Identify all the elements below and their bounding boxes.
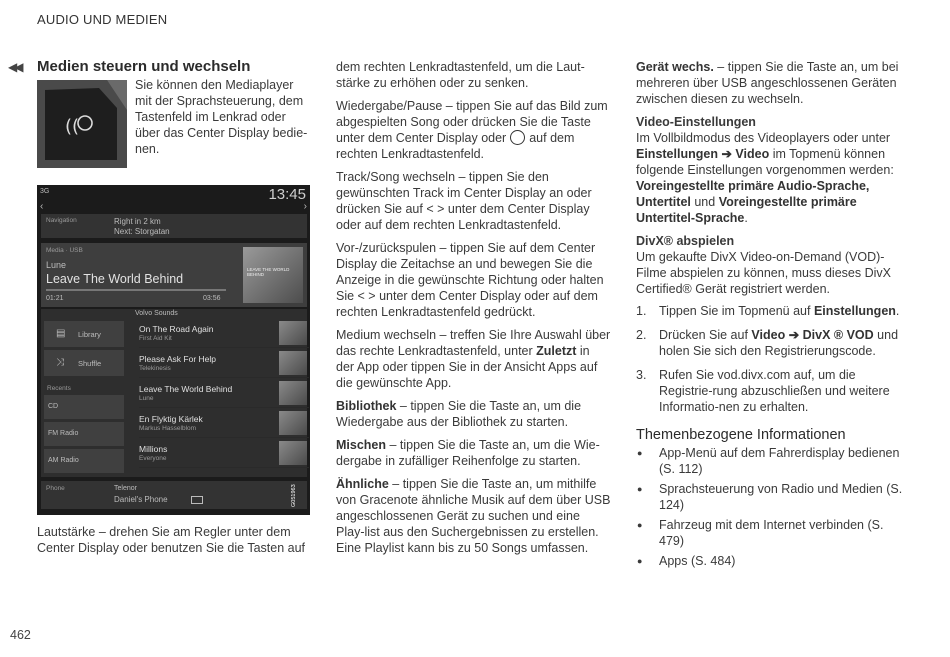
- bold-term: Video: [735, 147, 770, 161]
- svg-text:((: ((: [65, 116, 80, 137]
- step-item: [636, 303, 911, 319]
- volume-text: Lautstärke – drehen Sie am Regler unter dem Center Display oder benutzen Sie die Tasten auf: [37, 525, 305, 555]
- time-start: 01:21: [46, 295, 64, 302]
- track-artist: First Aid Kit: [139, 335, 172, 342]
- nav-label: Navigation: [46, 217, 77, 224]
- play-pause-circle-icon: [510, 130, 525, 145]
- battery-icon: [191, 496, 203, 504]
- play-pause-text-end: auf dem rechten Lenkradtastenfeld.: [336, 131, 575, 161]
- step-number: 3.: [636, 368, 647, 382]
- cd-source[interactable]: [44, 395, 124, 419]
- bold-term: Einstellungen: [636, 147, 718, 161]
- center-display-screenshot: [37, 185, 310, 515]
- intro-text: Sie können den Mediaplayer mit der Sprachsteuerung, dem Tastenfeld im Lenkrad oder über das Center Display bedie-nen.: [135, 78, 308, 156]
- bold-term: Ähnliche: [336, 477, 389, 491]
- play-pause-text: Wiedergabe/Pause – tippen Sie auf das Bild zum abgespielten Song oder drücken Sie die Taste unter dem Center Display oder: [336, 99, 608, 145]
- track-row[interactable]: [139, 439, 309, 468]
- status-bar: 3G: [40, 188, 50, 195]
- step-item: [636, 367, 911, 415]
- track-title: On The Road Again: [139, 324, 214, 334]
- am-source[interactable]: [44, 449, 124, 473]
- paragraph: Im Vollbildmodus des Videoplayers oder unter Einstellungen ➔ Video im Topmenü können folgende Einstellungen vorgenommen werden: Voreingestellte primäre Audio-Sprache, Untertitel und Voreingestellte primäre Untertitel-Sprache.: [636, 131, 894, 225]
- bold-term: Mischen: [336, 438, 387, 452]
- bold-term: Zuletzt: [536, 344, 577, 358]
- navigation-tile: [41, 214, 307, 238]
- text-span: Drücken Sie auf: [659, 328, 752, 342]
- album-art-text: LEAVE THE WORLD BEHIND: [247, 267, 290, 277]
- track-title: Millions: [139, 444, 168, 454]
- image-code: G051963: [291, 484, 297, 507]
- nav-line2: Next: Storgatan: [114, 227, 170, 236]
- text-span: und holen Sie sich den Registrierungscode.: [659, 328, 899, 358]
- text-span: – tippen Sie die Taste an, um die Wiedergabe aus der Bibliothek zu starten.: [336, 399, 582, 429]
- paragraph: Vor-/zurückspulen – tippen Sie auf dem Center Display die Zeitachse an und bewegen Sie die Anzeige in die gewünschte Richtung oder halten Sie < > unter dem Center Display oder auf dem rechten Lenkradtastenfeld gedrückt.: [336, 241, 604, 319]
- page-number: 462: [10, 628, 31, 642]
- library-label: Library: [78, 330, 101, 339]
- track-row[interactable]: [139, 349, 309, 378]
- track-art: [279, 411, 307, 435]
- text-span: – tippen Sie die Taste an, um mithilfe von Gracenote ähnliche Musik auf dem über USB angeschlossenen Gerät zu suchen und eine Play-list aus den Suchergebnissen zu erstellen. Eine Playlist kann bis zu 50 Songs umfassen.: [336, 477, 611, 555]
- bold-term: Untertitel: [636, 195, 691, 209]
- phone-carrier: Telenor: [114, 485, 137, 492]
- section-title: Medien steuern und wechseln: [37, 58, 251, 75]
- phone-tile: [41, 481, 307, 509]
- paragraph: [336, 327, 611, 391]
- phone-label: Phone: [46, 485, 65, 492]
- double-left-arrow-icon[interactable]: ◀◀: [8, 60, 21, 74]
- paragraph: dem rechten Lenkradtastenfeld, um die Laut-stärke zu erhöhen oder zu senken.: [336, 60, 585, 90]
- text-span: in der App oder tippen Sie in der Ansicht Apps auf die gewünschte App.: [336, 344, 598, 390]
- fm-label: FM Radio: [48, 430, 79, 437]
- track-title: Please Ask For Help: [139, 354, 217, 364]
- track-art: [279, 321, 307, 345]
- paragraph: [336, 98, 611, 162]
- arrow-right-icon: ➔: [721, 147, 732, 161]
- steering-voice-button-image: [37, 80, 127, 168]
- paragraph: Um gekaufte DivX Video-on-Demand (VOD)-Filme abspielen zu können, muss dieses DivX Certified® Gerät registriert werden.: [636, 250, 891, 296]
- text-span: Medium wechseln – treffen Sie Ihre Auswahl über das rechte Lenkradtastenfeld, unter: [336, 328, 611, 358]
- time-end: 03:56: [203, 295, 221, 302]
- chevron-left-icon: ‹: [40, 201, 44, 212]
- track-artist: Everyone: [139, 455, 167, 462]
- shuffle-label: Shuffle: [78, 359, 102, 368]
- shuffle-button[interactable]: [44, 350, 124, 376]
- paragraph: [336, 476, 611, 556]
- album-art: [243, 247, 303, 303]
- track-art: [279, 381, 307, 405]
- bold-term: Voreingestellte primäre Untertitel-Sprache: [636, 195, 857, 225]
- column-3: [636, 59, 911, 573]
- track-title: Leave The World Behind: [139, 384, 233, 394]
- column-2: [336, 59, 611, 563]
- paragraph: [336, 437, 611, 469]
- paragraph: Track/Song wechseln – tippen Sie den gewünschten Track im Center Display an oder drücken Sie auf < > unter dem Center Display oder auf dem rechten Lenkradtastenfeld.: [336, 170, 592, 232]
- progress-bar: [46, 289, 226, 291]
- track-row[interactable]: [139, 409, 309, 438]
- am-label: AM Radio: [48, 457, 79, 464]
- chevron-right-icon: ›: [303, 201, 307, 212]
- phone-name: Daniel's Phone: [114, 495, 168, 504]
- list-header: Volvo Sounds: [135, 310, 178, 317]
- media-label: Media · USB: [46, 247, 83, 254]
- cd-label: CD: [48, 403, 59, 410]
- related-link[interactable]: ● Apps (S. 484): [636, 553, 911, 569]
- video-heading: Video-Einstellungen: [636, 115, 756, 129]
- related-link[interactable]: ● Fahrzeug mit dem Internet verbinden (S. 479): [636, 517, 911, 549]
- step-number: 1.: [636, 304, 647, 318]
- text-span: und: [690, 195, 719, 209]
- paragraph: [636, 59, 911, 107]
- shuffle-icon: ⤨: [56, 357, 64, 368]
- media-browser: [41, 309, 307, 477]
- track-artist: Lune: [139, 395, 154, 402]
- text-span: Im Vollbildmodus des Videoplayers oder unter: [636, 131, 891, 145]
- media-tile: [41, 243, 307, 307]
- bold-term: Voreingestellte primäre Audio-Sprache,: [636, 179, 870, 193]
- media-title: Leave The World Behind: [46, 272, 184, 286]
- related-list: [636, 445, 911, 569]
- track-title: En Flyktig Kärlek: [139, 414, 203, 424]
- track-artist: Telekinesis: [139, 365, 171, 372]
- media-source: Lune: [46, 260, 67, 270]
- clock: 13:45: [268, 186, 306, 203]
- track-art: [279, 351, 307, 375]
- track-art: [279, 441, 307, 465]
- related-link[interactable]: ● App-Menü auf dem Fahrerdisplay bedienen (S. 112): [636, 445, 911, 477]
- text-span: Tippen Sie im Topmenü auf: [659, 304, 814, 318]
- section-header: AUDIO UND MEDIEN: [37, 12, 168, 27]
- text-span: – tippen Sie die Taste an, um die Wie-dergabe in zufälliger Reihenfolge zu starten.: [336, 438, 600, 468]
- bold-term: Einstellungen: [813, 304, 896, 318]
- steps-list: [636, 303, 911, 415]
- library-icon: ▤: [56, 328, 66, 339]
- paragraph: [336, 398, 611, 430]
- track-row[interactable]: [139, 379, 309, 408]
- text-span: Rufen Sie vod.divx.com auf, um die Registrie-rung abzuschließen und weitere Informatio-nen zu erhalten.: [659, 368, 890, 414]
- bold-term: Bibliothek: [336, 399, 397, 413]
- fm-source[interactable]: [44, 422, 124, 446]
- text-span: – tippen Sie die Taste an, um bei mehreren über USB angeschlossenen Geräten zwischen diesen zu wechseln.: [636, 60, 899, 106]
- library-button[interactable]: [44, 321, 124, 347]
- nav-line1: Right in 2 km: [114, 217, 161, 226]
- step-item: [636, 327, 911, 359]
- recents-label: Recents: [47, 385, 71, 392]
- track-artist: Markus Hasselblom: [139, 425, 197, 432]
- divx-heading: DivX® abspielen: [636, 234, 735, 248]
- text-span: .: [895, 304, 900, 318]
- step-number: 2.: [636, 328, 647, 342]
- related-heading: Themenbezogene Informationen: [636, 427, 846, 443]
- text-span: im Topmenü können folgende Einstellungen vorgenommen werden:: [636, 147, 894, 177]
- track-row[interactable]: [139, 319, 309, 348]
- related-link[interactable]: ● Sprachsteuerung von Radio und Medien (S. 124): [636, 481, 911, 513]
- bold-term: Video ➔ DivX ® VOD: [751, 328, 874, 342]
- bold-term: Gerät wechs.: [636, 60, 714, 74]
